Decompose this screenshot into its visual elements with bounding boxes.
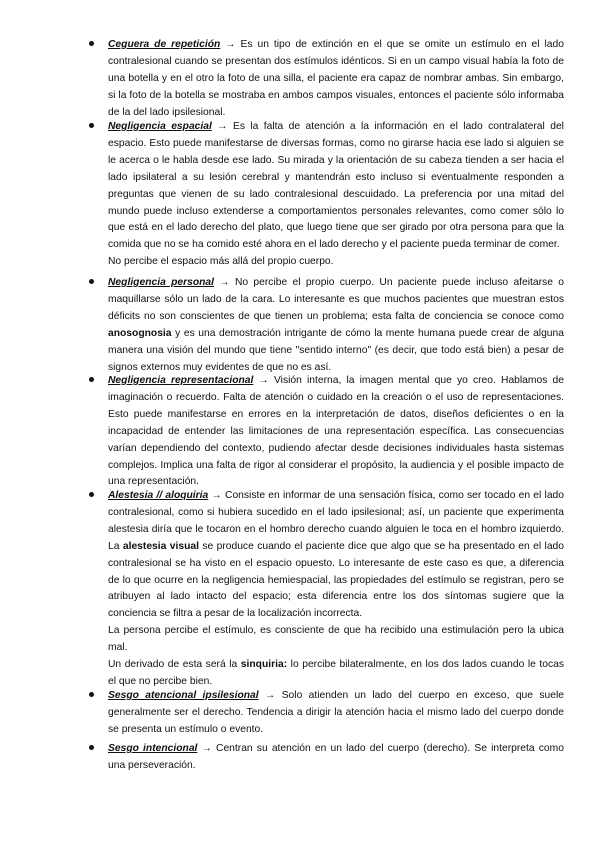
- bold-term: alestesia visual: [122, 540, 199, 552]
- bold-term: sinquiria:: [240, 659, 288, 671]
- bold-term: anosognosia: [108, 327, 172, 339]
- bullet-icon: [89, 492, 94, 497]
- list-item-ceguera-de-repeticion: [108, 37, 564, 122]
- term-label: Sesgo intencional: [108, 743, 198, 754]
- item-extra-text: No percibe el espacio más allá del propio cuerpo.: [108, 256, 334, 268]
- arrow-icon: →: [201, 743, 212, 754]
- item-paragraph: [108, 37, 564, 122]
- arrow-icon: →: [258, 375, 269, 386]
- list-item-sesgo-intencional: [108, 741, 564, 775]
- term-label: Negligencia personal: [108, 277, 215, 288]
- bullet-icon: [89, 377, 94, 382]
- arrow-icon: →: [219, 277, 230, 288]
- term-label: Negligencia representacional: [108, 375, 254, 386]
- item-text: Es la falta de atención a la información en el lado contralateral del espacio. Esto puede manifestarse de diversas formas, como no girarse hacia ese lado si alguien se le acerca o le habla desde ese lado. Su mirada y la orientación de su cabeza tienden a ser hacia el lado ipsilateral a su lesión cerebral y mantendrán esto incluso si eventualmente responden a preguntas que vienen de su lado contralesional descuidado. La preferencia por una mitad del mundo puede incluso extenderse a comportamientos personales relevantes, como comer sólo lo que está en el lado derecho del plato, que luego tiene que ser girado por otra persona para que la comida que no se ha comido esté ahora en el lado derecho y el paciente pueda terminar de comer.: [108, 121, 564, 251]
- arrow-icon: →: [225, 39, 236, 50]
- arrow-icon: →: [217, 121, 228, 132]
- bullet-icon: [89, 745, 94, 750]
- term-label: Sesgo atencional ipsilesional: [108, 690, 259, 701]
- item-text: Centran su atención en un lado del cuerpo (derecho). Se interpreta como una perseveración.: [108, 743, 564, 771]
- bullet-icon: [89, 41, 94, 46]
- item-text: Un derivado de esta será la: [108, 659, 238, 671]
- list-item-negligencia-representacional: [108, 373, 564, 491]
- term-label: Ceguera de repetición: [108, 39, 221, 50]
- item-text: Consiste en informar de una sensación física, como ser tocado en el lado contralesional, como si hubiera sucedido en el lado ipsilesional; así, un paciente que experimenta alestesia diría que le tocaron en el hombro derecho cuando alguien le toca en el hombro izquierdo. La: [108, 490, 564, 552]
- item-extra-text-2: [108, 657, 564, 691]
- arrow-icon: →: [211, 490, 222, 501]
- item-text: Visión interna, la imagen mental que yo creo. Hablamos de imaginación o recuerdo. Falta de atención o cuidado en la creación o el uso de representaciones. Esto puede manifestarse en errores en la interpretación de datos, diseños deficientes o en la incapacidad de entender las limitaciones de una representación específica. Las consecuencias varían dependiendo del contexto, pudiendo afectar desde decisiones individuales hasta sistemas complejos. Implica una falta de rigor al considerar el propósito, la audiencia y el posible impacto de una representación.: [108, 375, 564, 488]
- item-text: No percibe el propio cuerpo. Un paciente puede incluso afeitarse o maquillarse sólo un lado de la cara. Lo interesante es que muchos pacientes que muestran estos déficits no son conscientes de que tienen un problema; esta falta de conciencia se conoce como: [108, 277, 564, 322]
- item-extra-text: La persona percibe el estímulo, es consciente de que ha recibido una estimulación pero la ubica mal.: [108, 625, 564, 654]
- list-item-negligencia-espacial: [108, 119, 564, 271]
- item-text: Solo atienden un lado del cuerpo en exceso, que suele generalmente ser el derecho. Tendencia a dirigir la atención hacia el mismo lado del cuerpo donde se presenta un estímulo o evento.: [108, 690, 564, 735]
- item-paragraph: [108, 741, 564, 775]
- list-item-alestesia: [108, 488, 564, 691]
- item-text: se produce cuando el paciente dice que algo que se ha presentado en el lado contralesional se ha visto en el espacio opuesto. Lo interesante de este caso es que, a diferencia de lo que ocurre en la negligencia hemiespacial, las propiedades del estímulo se registran, pero se atribuyen al lado intacto del espacio; esta diferencia entre los dos síntomas sugiere que la conciencia se filtra a pesar de la localización incorrecta.: [108, 540, 564, 620]
- item-paragraph: [108, 119, 564, 271]
- bullet-icon: [89, 123, 94, 128]
- term-label: Negligencia espacial: [108, 121, 212, 132]
- item-text: lo percibe bilateralmente, en los dos lados cuando le tocas el que no percibe bien.: [108, 659, 564, 687]
- list-item-sesgo-atencional-ipsilesional: [108, 688, 564, 739]
- term-label: Alestesia // aloquiria: [108, 490, 209, 501]
- item-text: y es una demostración intrigante de cómo la mente humana puede crear de alguna manera una visión del mundo que tiene "sentido interno" (es decir, que todo está bien) a pesar de signos externos muy evidentes de que no es así.: [108, 327, 564, 373]
- bullet-icon: [89, 279, 94, 284]
- item-paragraph: [108, 688, 564, 739]
- list-item-negligencia-personal: [108, 275, 564, 376]
- item-paragraph: [108, 488, 564, 691]
- item-paragraph: [108, 275, 564, 376]
- arrow-icon: →: [265, 690, 276, 701]
- item-text: Es un tipo de extinción en el que se omite un estímulo en el lado contralesional cuando se presentan dos estímulos idénticos. Si en un campo visual había la foto de una botella y en el otro la foto de una silla, el paciente era capaz de nombrar ambas. Sin embargo, si la foto de la botella se mostraba en ambos campos visuales, entonces el paciente sólo informaba de la del lado ipsilesional.: [108, 39, 564, 118]
- bullet-icon: [89, 692, 94, 697]
- item-paragraph: [108, 373, 564, 491]
